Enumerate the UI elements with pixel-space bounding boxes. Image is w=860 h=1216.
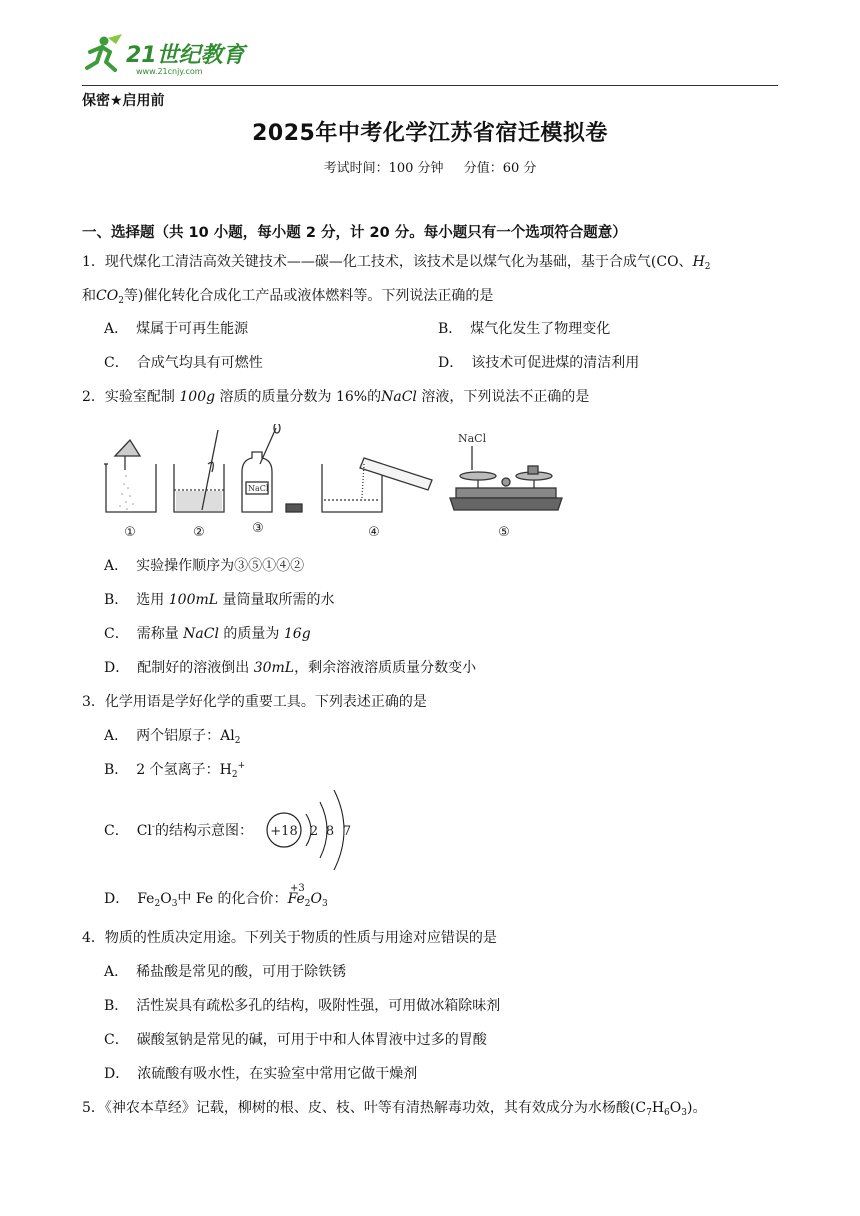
q2-option-a[interactable]: A． 实验操作顺序为③⑤①④② — [104, 558, 305, 574]
logo — [82, 32, 252, 78]
q3-option-d[interactable]: D． $Fe_2O_3$中 Fe 的化合价：$Fe_2O_3$ — [104, 891, 328, 909]
beaker-stirring-icon — [174, 430, 224, 512]
secret-label: 保密★启用前 — [82, 93, 165, 109]
svg-text:7: 7 — [342, 824, 352, 839]
q1-option-a[interactable]: A． 煤属于可再生能源 — [104, 321, 249, 337]
svg-text:NaCl: NaCl — [458, 432, 487, 445]
svg-text:NaCl: NaCl — [248, 484, 269, 493]
page-title: 2025年中考化学江苏省宿迁模拟卷 — [252, 121, 608, 146]
q4-option-d[interactable]: D． 浓硫酸有吸水性，在实验室中常用它做干燥剂 — [104, 1066, 418, 1082]
section-heading: 一、选择题（共 10 小题，每小题 2 分，计 20 分。每小题只有一个选项符合题意） — [82, 225, 627, 241]
q3-option-c[interactable]: C． Cl-的结构示意图： — [104, 822, 253, 839]
q5-stem: 5．《神农本草经》记载，柳树的根、皮、枝、叶等有清热解毒功效，其有效成分为水杨酸$(C_7H_6O_3)$。 — [82, 1100, 707, 1118]
fig-label-1: ① — [124, 525, 136, 540]
q3-option-a[interactable]: A． 两个铝原子：$Al_2$ — [104, 728, 241, 746]
fig-label-4: ④ — [368, 525, 380, 540]
q3-stem: 3．化学用语是学好化学的重要工具。下列表述正确的是 — [82, 694, 427, 710]
svg-text:8: 8 — [325, 824, 335, 839]
q2-option-b[interactable]: B． 选用 100mL 量筒量取所需的水 — [104, 592, 335, 608]
atom-structure-diagram — [262, 788, 362, 872]
exam-score: 分值：60 分 — [463, 161, 537, 176]
q2-stem: 2．实验室配制 100g 溶质的质量分数为 16%的NaCl 溶液，下列说法不正确的是 — [82, 389, 590, 405]
fig-label-2: ② — [193, 525, 205, 540]
q3-d-charge: +3 — [290, 883, 305, 894]
logo-text: 21世纪教育 — [126, 43, 245, 68]
q1-stem-line1: 1．现代煤化工清洁高效关键技术——碳—化工技术，该技术是以煤气化为基础，基于合成气(CO、$H_2$ — [82, 254, 711, 272]
svg-text:+18: +18 — [270, 824, 298, 839]
q2-option-d[interactable]: D． 配制好的溶液倒出 30mL，剩余溶液溶质质量分数变小 — [104, 660, 477, 676]
pour-cylinder-icon — [322, 458, 432, 512]
exam-info — [0, 157, 860, 176]
q4-stem: 4．物质的性质决定用途。下列关于物质的性质与用途对应错误的是 — [82, 930, 497, 946]
q1-stem-line2: 和$CO_2$等)催化转化合成化工产品或液体燃料等。下列说法正确的是 — [82, 288, 494, 306]
q4-option-b[interactable]: B． 活性炭具有疏松多孔的结构，吸附性强，可用做冰箱除味剂 — [104, 998, 501, 1014]
header-rule — [82, 85, 778, 86]
beaker-funnel-icon — [104, 440, 156, 512]
q2-option-c[interactable]: C． 需称量 NaCl 的质量为 16g — [104, 626, 311, 642]
balance-icon — [450, 432, 562, 510]
nacl-bottle-icon — [242, 424, 302, 512]
runner-icon — [87, 34, 122, 70]
q4-option-a[interactable]: A． 稀盐酸是常见的酸，可用于除铁锈 — [104, 964, 347, 980]
lab-procedure-figure — [100, 424, 570, 544]
q1-option-d[interactable]: D． 该技术可促进煤的清洁利用 — [438, 355, 640, 371]
q4-option-c[interactable]: C． 碳酸氢钠是常见的碱，可用于中和人体胃液中过多的胃酸 — [104, 1032, 487, 1048]
fig-label-5: ⑤ — [498, 525, 510, 540]
q3-option-b[interactable]: B． 2 个氢离子：$H_2^+$ — [104, 761, 246, 780]
q1-option-c[interactable]: C． 合成气均具有可燃性 — [104, 355, 263, 371]
logo-url: www.21cnjy.com — [136, 67, 203, 76]
q1-option-b[interactable]: B． 煤气化发生了物理变化 — [438, 321, 611, 337]
svg-text:2: 2 — [309, 824, 319, 839]
exam-time: 考试时间：100 分钟 — [323, 161, 444, 176]
fig-label-3: ③ — [252, 521, 264, 536]
